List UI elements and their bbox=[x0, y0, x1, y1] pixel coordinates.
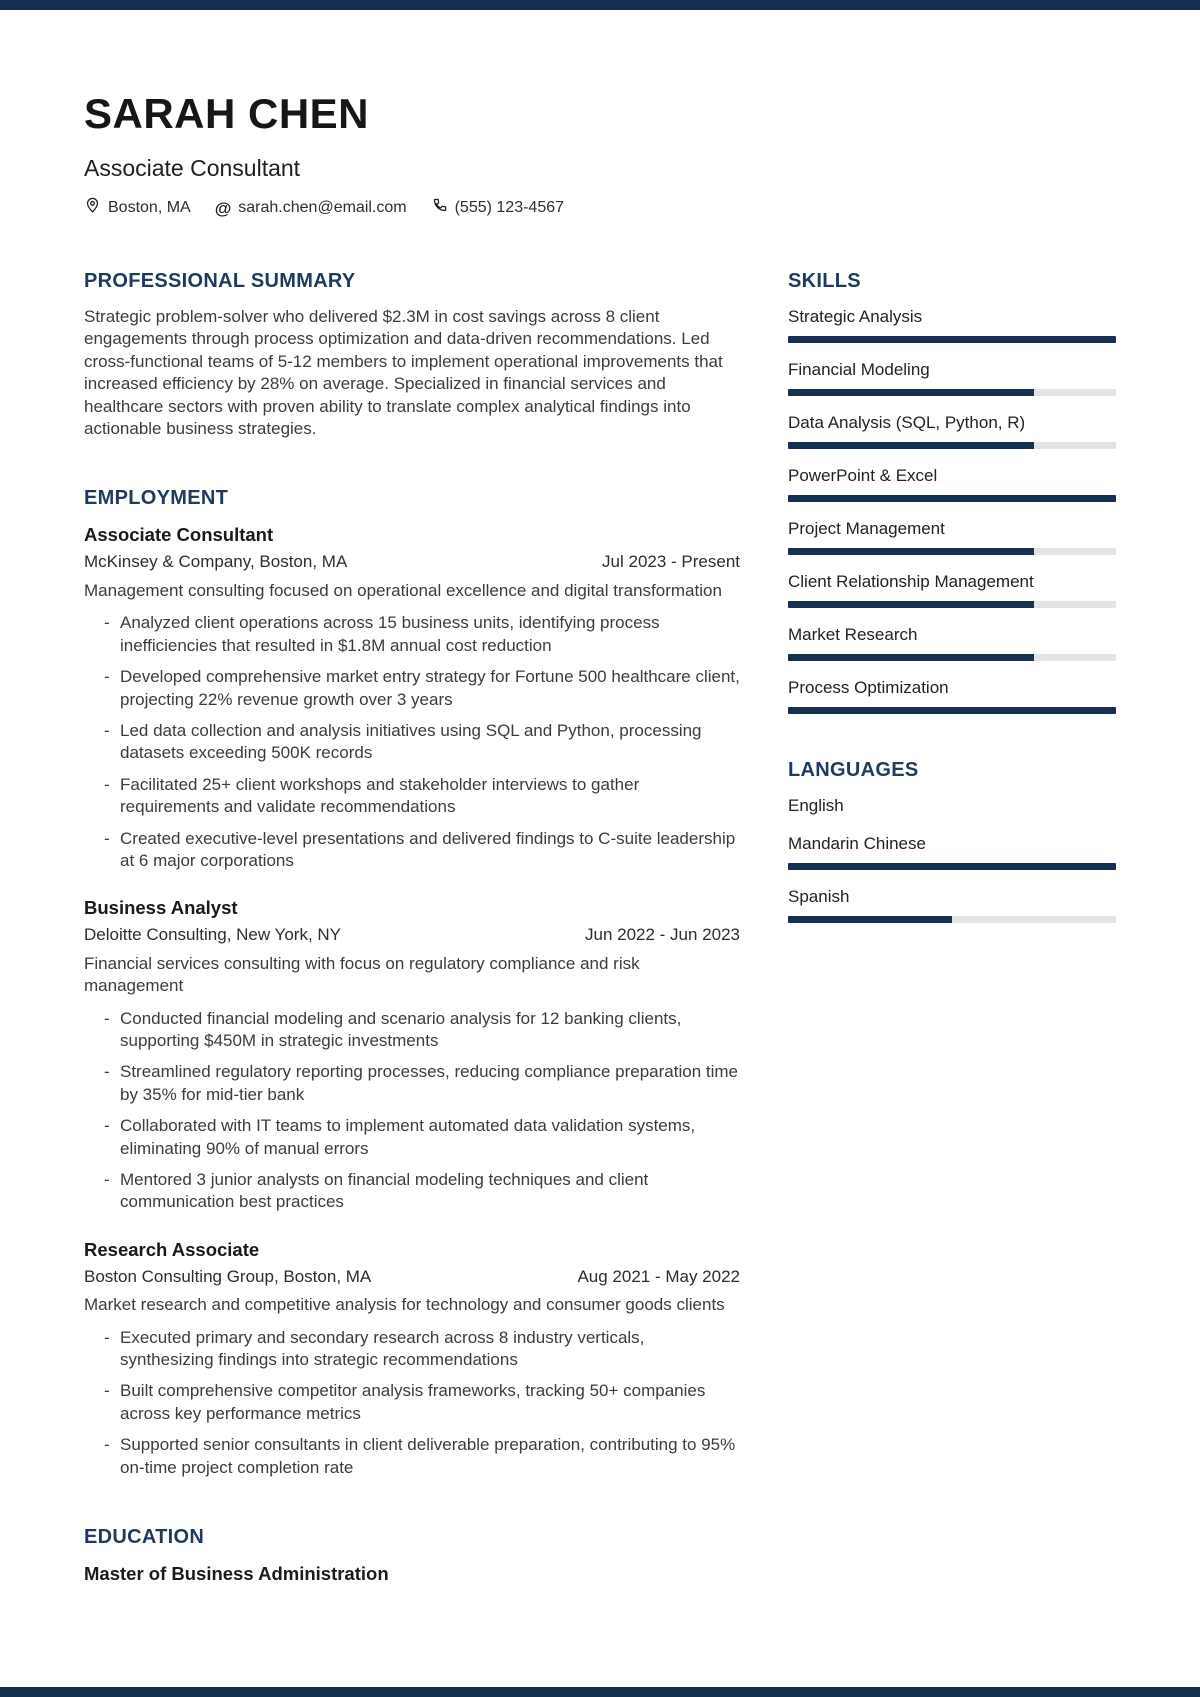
skill-item bbox=[788, 412, 1116, 449]
skill-item bbox=[788, 465, 1116, 502]
job-company: Deloitte Consulting, New York, NY bbox=[84, 925, 342, 945]
skill-name: Strategic Analysis bbox=[788, 307, 923, 327]
language-item bbox=[788, 795, 1116, 817]
resume-header bbox=[84, 0, 1116, 219]
contact-location-text: Boston, MA bbox=[108, 199, 191, 217]
person-job-title: Associate Consultant bbox=[84, 155, 301, 182]
job-title: Associate Consultant bbox=[84, 524, 274, 546]
job-dates: Jul 2023 - Present bbox=[602, 552, 740, 572]
skill-name: Client Relationship Management bbox=[788, 572, 1034, 592]
job-bullet: - Created executive-level presentations and delivered findings to C-suite leadership at 6 major corporations bbox=[84, 828, 740, 873]
language-item bbox=[788, 833, 1116, 870]
bottom-accent-bar bbox=[0, 1687, 1200, 1697]
job-head-row bbox=[84, 551, 740, 573]
skill-bar-fill bbox=[788, 654, 1034, 661]
job-bullet: - Built comprehensive competitor analysis frameworks, tracking 50+ companies across key performance metrics bbox=[84, 1380, 740, 1425]
language-name: English bbox=[788, 796, 844, 816]
skill-name: Project Management bbox=[788, 519, 945, 539]
skill-bar-fill bbox=[788, 442, 1034, 449]
job-entry bbox=[84, 523, 740, 872]
skill-item bbox=[788, 518, 1116, 555]
section-employment bbox=[84, 486, 740, 1479]
job-entry bbox=[84, 1238, 740, 1479]
section-education bbox=[84, 1525, 740, 1586]
skill-name: Market Research bbox=[788, 625, 918, 645]
education-degree: Master of Business Administration bbox=[84, 1563, 389, 1585]
language-item bbox=[788, 886, 1116, 923]
skill-bar-track bbox=[788, 442, 1116, 449]
skill-bar-track bbox=[788, 601, 1116, 608]
job-bullet: - Supported senior consultants in client deliverable preparation, contributing to 95% on-time project completion rate bbox=[84, 1434, 740, 1479]
skills-heading: SKILLS bbox=[788, 270, 861, 293]
skill-bar-fill bbox=[788, 336, 1116, 343]
skill-bar-track bbox=[788, 336, 1116, 343]
skill-bar-track bbox=[788, 389, 1116, 396]
job-description: Financial services consulting with focus on regulatory compliance and risk management bbox=[84, 953, 640, 996]
contact-phone bbox=[431, 197, 564, 219]
person-name: SARAH CHEN bbox=[84, 90, 370, 137]
job-bullet: - Facilitated 25+ client workshops and stakeholder interviews to gather requirements and validate recommendations bbox=[84, 774, 740, 819]
contact-row bbox=[84, 197, 1116, 219]
language-bar-fill bbox=[788, 916, 952, 923]
skill-bar-fill bbox=[788, 601, 1034, 608]
summary-text: Strategic problem-solver who delivered $2.3M in cost savings across 8 client engagements through process optimization and data-driven recommendations. Led cross-functional teams of 5-12 members to implement operational improvements that increased efficiency by 28% on average. Specialized in financial services and healthcare sectors with proven ability to translate complex analytical findings into actionable business strategies. bbox=[84, 307, 723, 439]
job-bullet: - Mentored 3 junior analysts on financial modeling techniques and client communication best practices bbox=[84, 1169, 740, 1214]
skill-bar-track bbox=[788, 654, 1116, 661]
language-bar-track bbox=[788, 916, 1116, 923]
skill-name: Process Optimization bbox=[788, 678, 949, 698]
skill-item bbox=[788, 571, 1116, 608]
section-professional-summary bbox=[84, 269, 740, 440]
job-description: Market research and competitive analysis for technology and consumer goods clients bbox=[84, 1295, 725, 1315]
skill-bar-fill bbox=[788, 548, 1034, 555]
skill-item bbox=[788, 359, 1116, 396]
job-company: McKinsey & Company, Boston, MA bbox=[84, 552, 348, 572]
language-name: Spanish bbox=[788, 887, 850, 907]
at-icon: @ bbox=[214, 198, 232, 218]
summary-heading: PROFESSIONAL SUMMARY bbox=[84, 270, 356, 293]
languages-list bbox=[788, 795, 1116, 923]
contact-email-text: sarah.chen@email.com bbox=[238, 199, 407, 217]
job-head-row bbox=[84, 924, 740, 946]
job-bullets bbox=[84, 612, 740, 872]
main-column bbox=[84, 269, 740, 1586]
skill-bar-fill bbox=[788, 389, 1034, 396]
contact-phone-text: (555) 123-4567 bbox=[454, 199, 565, 217]
job-company: Boston Consulting Group, Boston, MA bbox=[84, 1266, 372, 1286]
job-bullet: - Streamlined regulatory reporting processes, reducing compliance preparation time by 35% for mid-tier bank bbox=[84, 1061, 740, 1106]
location-icon bbox=[84, 197, 101, 219]
job-bullets bbox=[84, 1008, 740, 1214]
skill-bar-fill bbox=[788, 707, 1116, 714]
language-bar-track bbox=[788, 863, 1116, 870]
job-description: Management consulting focused on operational excellence and digital transformation bbox=[84, 580, 722, 600]
skill-name: PowerPoint & Excel bbox=[788, 466, 938, 486]
contact-email bbox=[215, 199, 407, 217]
sidebar-column bbox=[788, 269, 1116, 1586]
skill-bar-fill bbox=[788, 495, 1116, 502]
job-entry bbox=[84, 896, 740, 1213]
job-bullet: - Led data collection and analysis initiatives using SQL and Python, processing datasets exceeding 500K records bbox=[84, 720, 740, 765]
job-dates: Jun 2022 - Jun 2023 bbox=[584, 925, 740, 945]
skill-item bbox=[788, 624, 1116, 661]
skill-name: Data Analysis (SQL, Python, R) bbox=[788, 413, 1026, 433]
skill-name: Financial Modeling bbox=[788, 360, 930, 380]
skill-bar-track bbox=[788, 548, 1116, 555]
job-bullet: - Developed comprehensive market entry strategy for Fortune 500 healthcare client, projecting 22% revenue growth over 3 years bbox=[84, 666, 740, 711]
job-bullet: - Conducted financial modeling and scenario analysis for 12 banking clients, supporting $450M in strategic investments bbox=[84, 1008, 740, 1053]
languages-heading: LANGUAGES bbox=[788, 759, 919, 782]
job-bullet: - Collaborated with IT teams to implement automated data validation systems, eliminating 90% of manual errors bbox=[84, 1115, 740, 1160]
job-bullets bbox=[84, 1327, 740, 1479]
top-accent-bar bbox=[0, 0, 1200, 10]
language-bar-fill bbox=[788, 863, 1116, 870]
skill-item bbox=[788, 677, 1116, 714]
section-languages bbox=[788, 758, 1116, 923]
language-name: Mandarin Chinese bbox=[788, 834, 926, 854]
skill-item bbox=[788, 306, 1116, 343]
job-dates: Aug 2021 - May 2022 bbox=[577, 1266, 740, 1286]
section-skills bbox=[788, 269, 1116, 714]
job-title: Research Associate bbox=[84, 1238, 260, 1260]
job-head-row bbox=[84, 1266, 740, 1288]
skill-bar-track bbox=[788, 495, 1116, 502]
skills-list bbox=[788, 306, 1116, 714]
jobs-list bbox=[84, 523, 740, 1479]
education-heading: EDUCATION bbox=[84, 1526, 205, 1549]
contact-location bbox=[84, 197, 191, 219]
phone-icon bbox=[431, 197, 448, 219]
skill-bar-track bbox=[788, 707, 1116, 714]
job-bullet: - Analyzed client operations across 15 business units, identifying process inefficiencies that resulted in $1.8M annual cost reduction bbox=[84, 612, 740, 657]
employment-heading: EMPLOYMENT bbox=[84, 487, 229, 510]
job-bullet: - Executed primary and secondary research across 8 industry verticals, synthesizing findings into strategic recommendations bbox=[84, 1327, 740, 1372]
job-title: Business Analyst bbox=[84, 897, 238, 919]
